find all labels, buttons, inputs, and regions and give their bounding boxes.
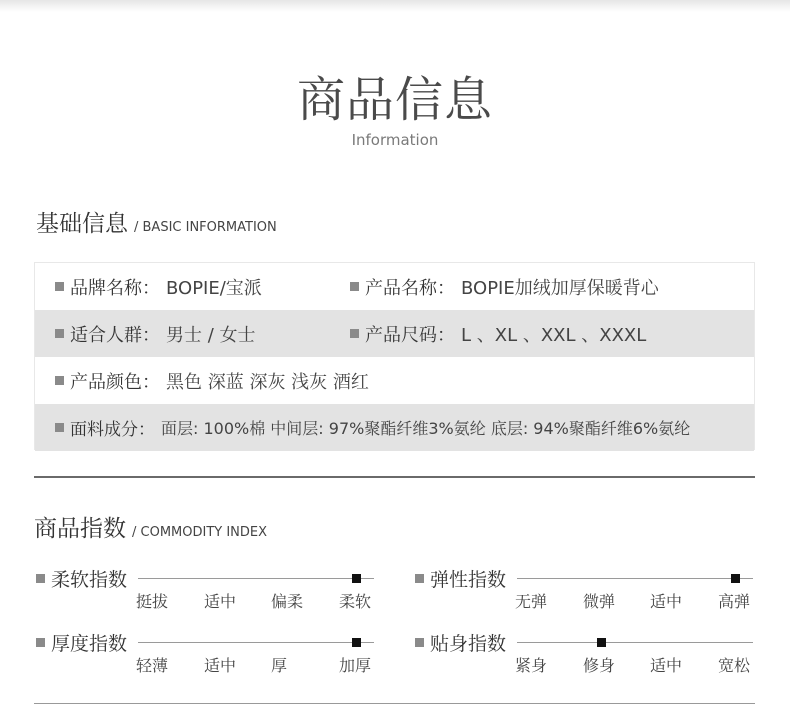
- info-row-brand: [35, 263, 754, 310]
- tick-label: 紧身: [515, 656, 548, 675]
- section-divider: [34, 476, 755, 478]
- size-value: L 、XL 、XXL 、XXXL: [461, 324, 647, 346]
- info-row-color: [35, 357, 754, 404]
- info-cell-color: [55, 357, 369, 404]
- page-title: 商品信息: [296, 72, 493, 128]
- page-subtitle: Information: [351, 131, 439, 149]
- index-elasticity-ticks: [515, 589, 755, 611]
- info-cell-brand: [55, 263, 262, 310]
- bullet-square-icon: [36, 574, 45, 583]
- bullet-square-icon: [55, 329, 64, 338]
- index-elasticity: [415, 565, 755, 615]
- info-cell-audience: [55, 310, 256, 357]
- color-label: 产品颜色：: [70, 371, 160, 393]
- basic-info-heading-en: / BASIC INFORMATION: [134, 220, 277, 235]
- size-label: 产品尺码：: [365, 324, 455, 346]
- tick-label: 适中: [650, 656, 683, 675]
- index-fit-text: 贴身指数: [430, 632, 507, 655]
- bullet-square-icon: [415, 638, 424, 647]
- tick-label: 偏柔: [271, 592, 304, 611]
- index-elasticity-text: 弹性指数: [430, 568, 507, 591]
- commodity-index-heading-en: / COMMODITY INDEX: [132, 525, 268, 540]
- index-fit-label: [415, 629, 506, 655]
- basic-info-table: [34, 262, 755, 450]
- bullet-square-icon: [415, 574, 424, 583]
- info-row-audience: [35, 310, 754, 357]
- index-softness-ticks: [136, 589, 376, 611]
- bullet-square-icon: [350, 282, 359, 291]
- index-softness-marker: [352, 574, 361, 583]
- audience-label: 适合人群：: [70, 324, 160, 346]
- basic-info-heading: [36, 205, 277, 235]
- tick-label: 适中: [204, 592, 237, 611]
- fabric-label: 面料成分：: [70, 420, 155, 440]
- index-thickness-track: [138, 642, 374, 643]
- brand-label: 品牌名称：: [70, 277, 160, 299]
- color-value: 黑色 深蓝 深灰 浅灰 酒红: [166, 371, 369, 393]
- bullet-square-icon: [55, 423, 64, 432]
- index-elasticity-track: [517, 578, 753, 579]
- bullet-square-icon: [350, 329, 359, 338]
- index-thickness-ticks: [136, 653, 376, 675]
- fabric-value: 面层: 100%棉 中间层: 97%聚酯纤维3%氨纶 底层: 94%聚酯纤维6%氨纶: [161, 419, 691, 438]
- bullet-square-icon: [36, 638, 45, 647]
- index-fit-marker: [597, 638, 606, 647]
- tick-label: 挺拔: [136, 592, 169, 611]
- tick-label: 修身: [583, 656, 616, 675]
- info-cell-fabric: [55, 404, 690, 451]
- index-softness-label: [36, 565, 127, 591]
- tick-label: 厚: [271, 656, 288, 675]
- info-cell-product-name: [350, 263, 659, 310]
- index-thickness-text: 厚度指数: [51, 632, 128, 655]
- index-elasticity-marker: [731, 574, 740, 583]
- tick-label: 柔软: [339, 592, 372, 611]
- product-name-value: BOPIE加绒加厚保暖背心: [461, 277, 659, 299]
- index-fit: [415, 629, 755, 679]
- tick-label: 微弹: [583, 592, 616, 611]
- index-thickness-marker: [352, 638, 361, 647]
- index-elasticity-label: [415, 565, 506, 591]
- index-softness: [36, 565, 376, 615]
- brand-value: BOPIE/宝派: [166, 277, 262, 299]
- bullet-square-icon: [55, 282, 64, 291]
- tick-label: 适中: [650, 592, 683, 611]
- tick-label: 宽松: [718, 656, 751, 675]
- bottom-divider: [34, 703, 755, 704]
- index-softness-text: 柔软指数: [51, 568, 128, 591]
- index-softness-track: [138, 578, 374, 579]
- info-row-fabric: [35, 404, 754, 451]
- basic-info-heading-cn: 基础信息: [36, 211, 128, 237]
- tick-label: 轻薄: [136, 656, 169, 675]
- index-thickness: [36, 629, 376, 679]
- tick-label: 无弹: [515, 592, 548, 611]
- index-fit-ticks: [515, 653, 755, 675]
- index-thickness-label: [36, 629, 127, 655]
- tick-label: 适中: [204, 656, 237, 675]
- top-shadow: [0, 0, 790, 12]
- tick-label: 加厚: [339, 656, 372, 675]
- bullet-square-icon: [55, 376, 64, 385]
- info-cell-size: [350, 310, 646, 357]
- commodity-index-heading: [34, 510, 267, 540]
- commodity-index-heading-cn: 商品指数: [34, 516, 126, 542]
- tick-label: 高弹: [718, 592, 751, 611]
- audience-value: 男士 / 女士: [166, 324, 256, 346]
- index-fit-track: [517, 642, 753, 643]
- product-name-label: 产品名称：: [365, 277, 455, 299]
